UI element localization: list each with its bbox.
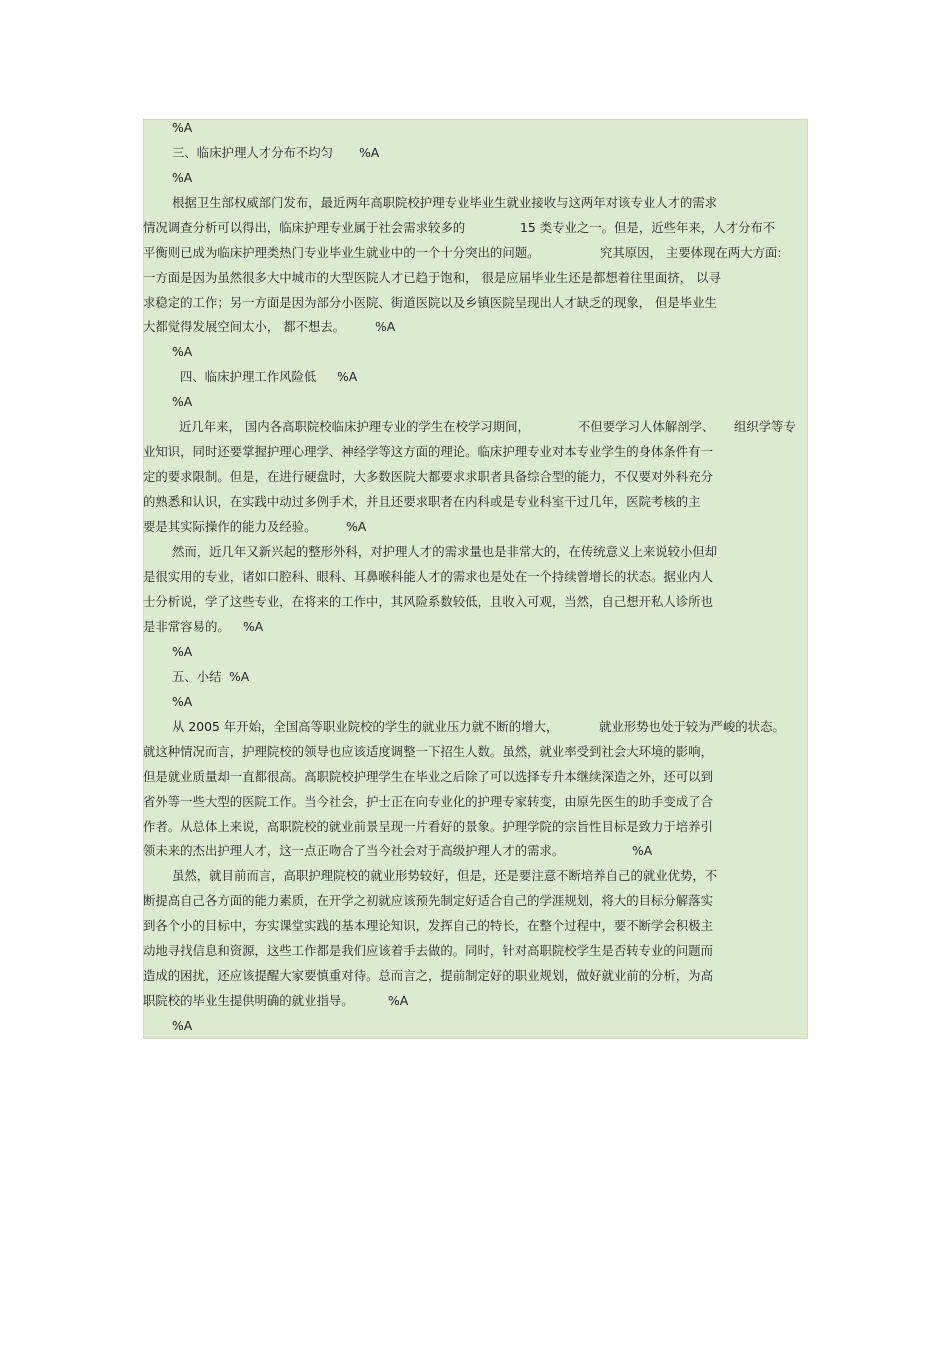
text-segment: %A (229, 669, 250, 684)
text-line: %A (172, 394, 193, 409)
text-segment: 领未来的杰出护理人才，这一点正吻合了当今社会对于高级护理人才的需求。 (143, 843, 565, 858)
text-line: 造成的困扰，还应该提醒大家要慎重对待。总而言之，提前制定好的职业规划，做好就业前的分析，为高 (143, 968, 713, 983)
text-segment: 15 类专业之一。但是，近些年来，人才分布不 (520, 220, 776, 235)
text-line: 是很实用的专业，诸如口腔科、眼科、耳鼻喉科能人才的需求也是处在一个持续曾增长的状态。据业内人 (143, 569, 713, 584)
text-line: 业知识，同时还要掌握护理心理学、神经学等这方面的理论。临床护理专业对本专业学生的身体条件有一 (143, 444, 713, 459)
text-line (172, 666, 872, 688)
text-segment: %A (388, 993, 409, 1008)
text-line: 虽然，就目前而言，高职护理院校的就业形势较好，但是，还是要注意不断培养自己的就业优势，不 (172, 868, 718, 883)
text-line: %A (172, 1018, 193, 1033)
text-line: 士分析说，学了这些专业，在将来的工作中，其风险系数较低，且收入可观，当然，自己想开私人诊所也 (143, 594, 713, 609)
text-line (143, 990, 843, 1012)
text-segment: 平衡则已成为临床护理类热门专业毕业生就业中的一个十分突出的问题。 (143, 245, 540, 260)
text-segment: 是非常容易的。 (143, 619, 230, 634)
text-line (143, 316, 843, 338)
text-segment: 组织学等专 (734, 419, 796, 434)
text-line: %A (172, 170, 193, 185)
text-line: 一方面是因为虽然很多大中城市的大型医院人才已趋于饱和， 很是应届毕业生还是都想着往里面挤， 以寻 (143, 270, 721, 285)
text-segment: 五、小结 (172, 669, 222, 684)
text-segment: %A (346, 519, 367, 534)
text-line: 作者。从总体上来说，高职院校的就业前景呈现一片看好的景象。护理学院的宗旨性目标是致力于培养引 (143, 819, 713, 834)
text-line (143, 840, 843, 862)
text-line (143, 217, 843, 239)
text-segment: %A (243, 619, 264, 634)
text-line: 断提高自己各方面的能力素质，在开学之初就应该预先制定好适合自己的学涯规划，将大的目标分解落实 (143, 893, 713, 908)
text-line: 的熟悉和认识，在实践中动过多例手术，并且还要求职者在内科或是专业科室干过几年，医院考核的主 (143, 494, 701, 509)
text-line: %A (172, 120, 193, 135)
text-line: 就这种情况而言，护理院校的领导也应该适度调整一下招生人数。虽然，就业率受到社会大环境的影响， (143, 744, 713, 759)
text-segment: 不但要学习人体解剖学、 (578, 419, 715, 434)
text-line (179, 416, 879, 438)
text-line: 动地寻找信息和资源，这些工作都是我们应该着手去做的。同时，针对高职院校学生是否转专业的问题而 (143, 943, 713, 958)
text-segment: 大都觉得发展空间太小， 都不想去。 (143, 319, 346, 334)
text-segment: 四、临床护理工作风险低 (180, 369, 317, 384)
text-line: 省外等一些大型的医院工作。当今社会，护士正在向专业化的护理专家转变，由原先医生的助手变成了合 (143, 794, 713, 809)
text-segment: 从 2005 年开始，全国高等职业院校的学生的就业压力就不断的增大， (172, 719, 559, 734)
text-line: 定的要求限制。但是，在进行硬盘时，大多数医院大都要求求职者具备综合型的能力，不仅要对外科充分 (143, 469, 713, 484)
text-line: %A (172, 694, 193, 709)
text-line: 然而，近几年又新兴起的整形外科，对护理人才的需求量也是非常大的，在传统意义上来说较小但却 (172, 544, 718, 559)
text-segment: 要是其实际操作的能力及经验。 (143, 519, 317, 534)
text-line (143, 616, 843, 638)
text-segment: 职院校的毕业生提供明确的就业指导。 (143, 993, 354, 1008)
text-segment: %A (359, 145, 380, 160)
text-segment: %A (337, 369, 358, 384)
text-line (143, 516, 843, 538)
text-line: 到各个小的目标中，夯实课堂实践的基本理论知识，发挥自己的特长，在整个过程中，要不断学会积极主 (143, 918, 713, 933)
text-segment: %A (632, 843, 653, 858)
text-line (143, 242, 843, 264)
text-line (180, 366, 880, 388)
text-line (172, 142, 872, 164)
text-line: %A (172, 344, 193, 359)
text-segment: 近几年来， 国内各高职院校临床护理专业的学生在校学习期间， (179, 419, 530, 434)
text-line: 求稳定的工作；另一方面是因为部分小医院、街道医院以及乡镇医院呈现出人才缺乏的现象， 但是毕业生 (143, 295, 717, 310)
text-segment: 究其原因， 主要体现在两大方面: (600, 245, 782, 260)
text-line: %A (172, 644, 193, 659)
text-segment: 三、临床护理人才分布不均匀 (172, 145, 334, 160)
text-line (172, 716, 872, 738)
text-line: 根据卫生部权威部门发布，最近两年高职院校护理专业毕业生就业接收与这两年对该专业人才的需求 (172, 195, 718, 210)
text-segment: 情况调查分析可以得出，临床护理专业属于社会需求较多的 (143, 220, 466, 235)
text-segment: 就业形势也处于较为严峻的状态。 (599, 719, 785, 734)
text-line: 但是就业质量却一直都很高。高职院校护理学生在毕业之后除了可以选择专升本继续深造之外，还可以到 (143, 769, 713, 784)
text-segment: %A (375, 319, 396, 334)
